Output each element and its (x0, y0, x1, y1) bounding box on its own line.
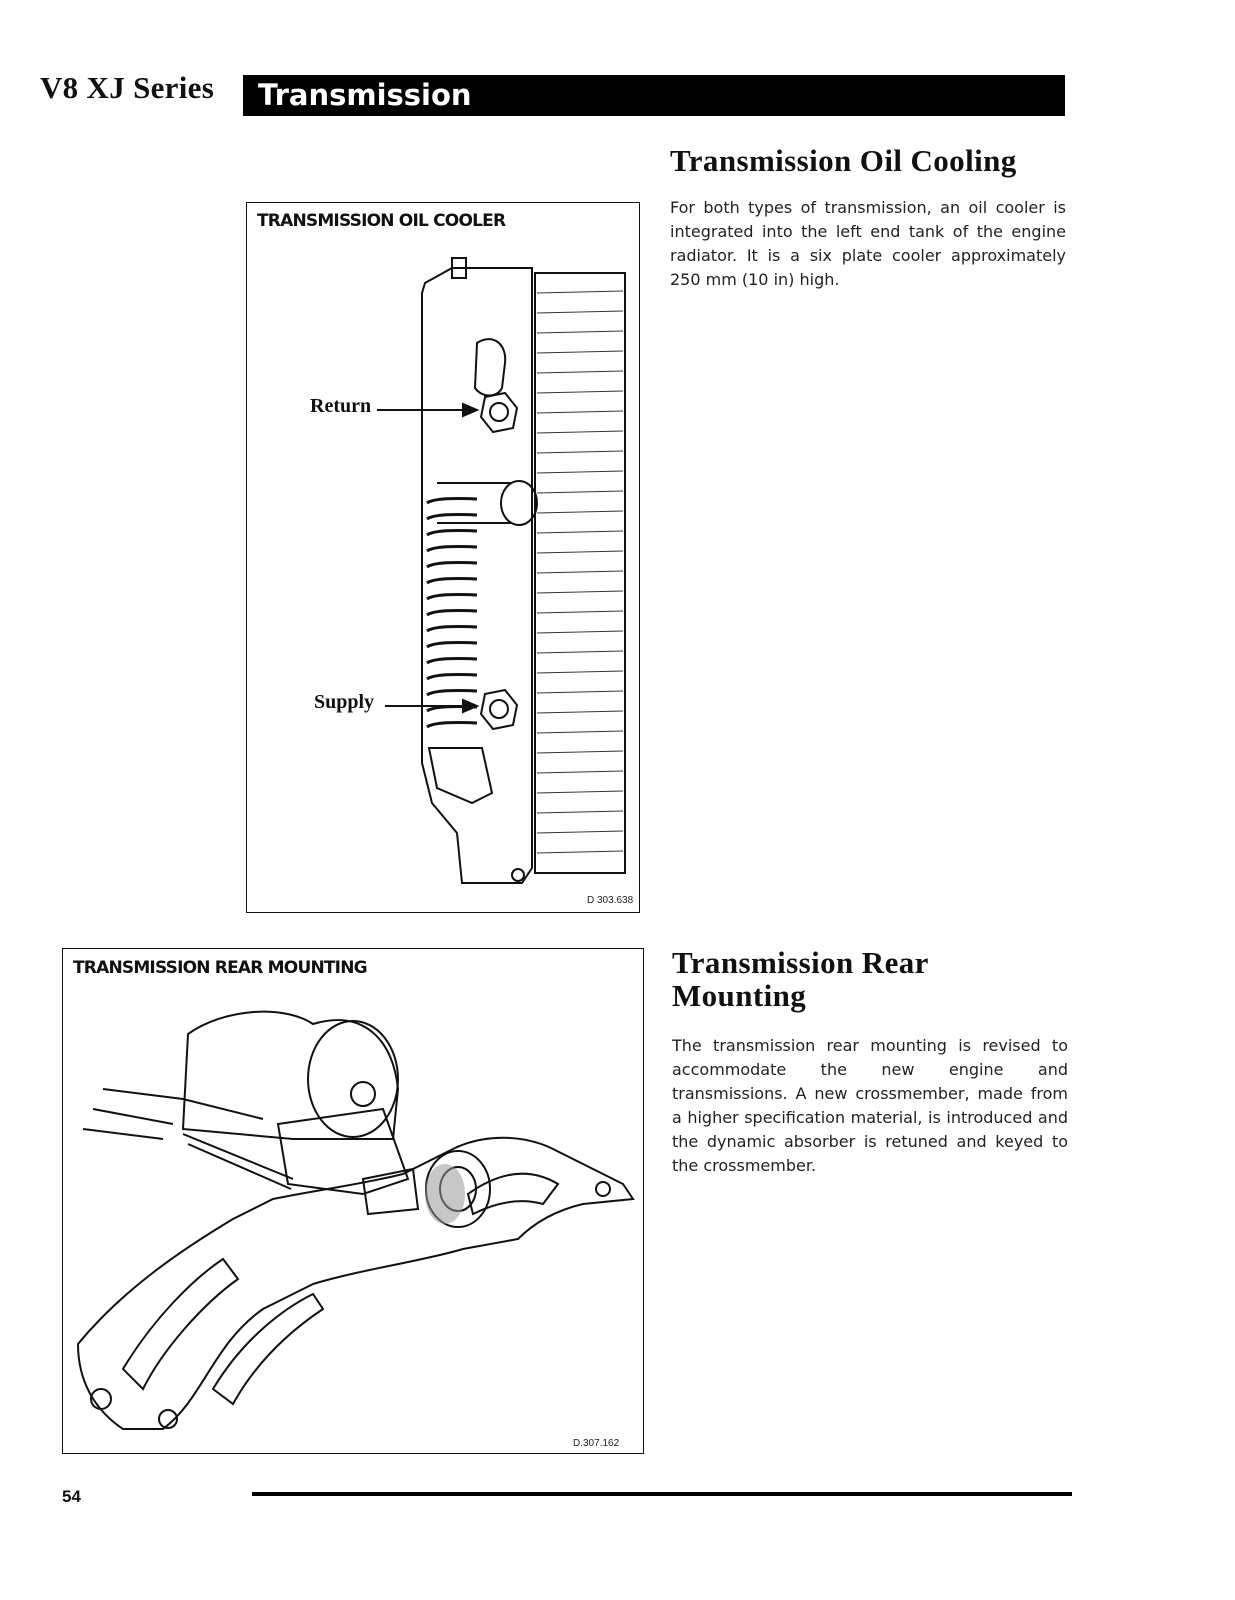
rear-mounting-heading (672, 946, 929, 1012)
oil-cooler-illustration (247, 203, 639, 912)
rear-mounting-figure-code: D.307.162 (573, 1438, 620, 1449)
oil-cooling-body: For both types of transmission, an oil cooler is integrated into the left end tank of the engine radiator. It is a six plate cooler approximately 250 mm (10 in) high. (670, 198, 1066, 289)
oil-cooler-figure (246, 202, 640, 913)
section-header-bar (243, 75, 1065, 116)
footer-rule (252, 1492, 1072, 1496)
rear-mounting-figure (62, 948, 644, 1454)
rear-mounting-illustration (63, 949, 643, 1453)
return-callout: Return (310, 395, 372, 417)
rear-mounting-body: The transmission rear mounting is revised to accommodate the new engine and transmissions. A new crossmember, made from a higher specification material, is introduced and the dynamic absorber is retuned and keyed to the crossmember. (672, 1036, 1068, 1175)
oil-cooler-figure-title: TRANSMISSION OIL COOLER (257, 211, 506, 231)
rear-mounting-heading-line1: Transmission Rear (672, 945, 929, 980)
series-brand: V8 XJ Series (40, 70, 215, 105)
supply-callout: Supply (314, 691, 375, 713)
page-number: 54 (62, 1487, 81, 1506)
oil-cooler-figure-code: D 303.638 (587, 895, 634, 906)
section-header-title: Transmission (258, 78, 472, 112)
rear-mounting-figure-title: TRANSMISSION REAR MOUNTING (73, 958, 367, 978)
rear-mounting-heading-line2: Mounting (672, 978, 807, 1013)
oil-cooling-heading: Transmission Oil Cooling (670, 143, 1017, 178)
